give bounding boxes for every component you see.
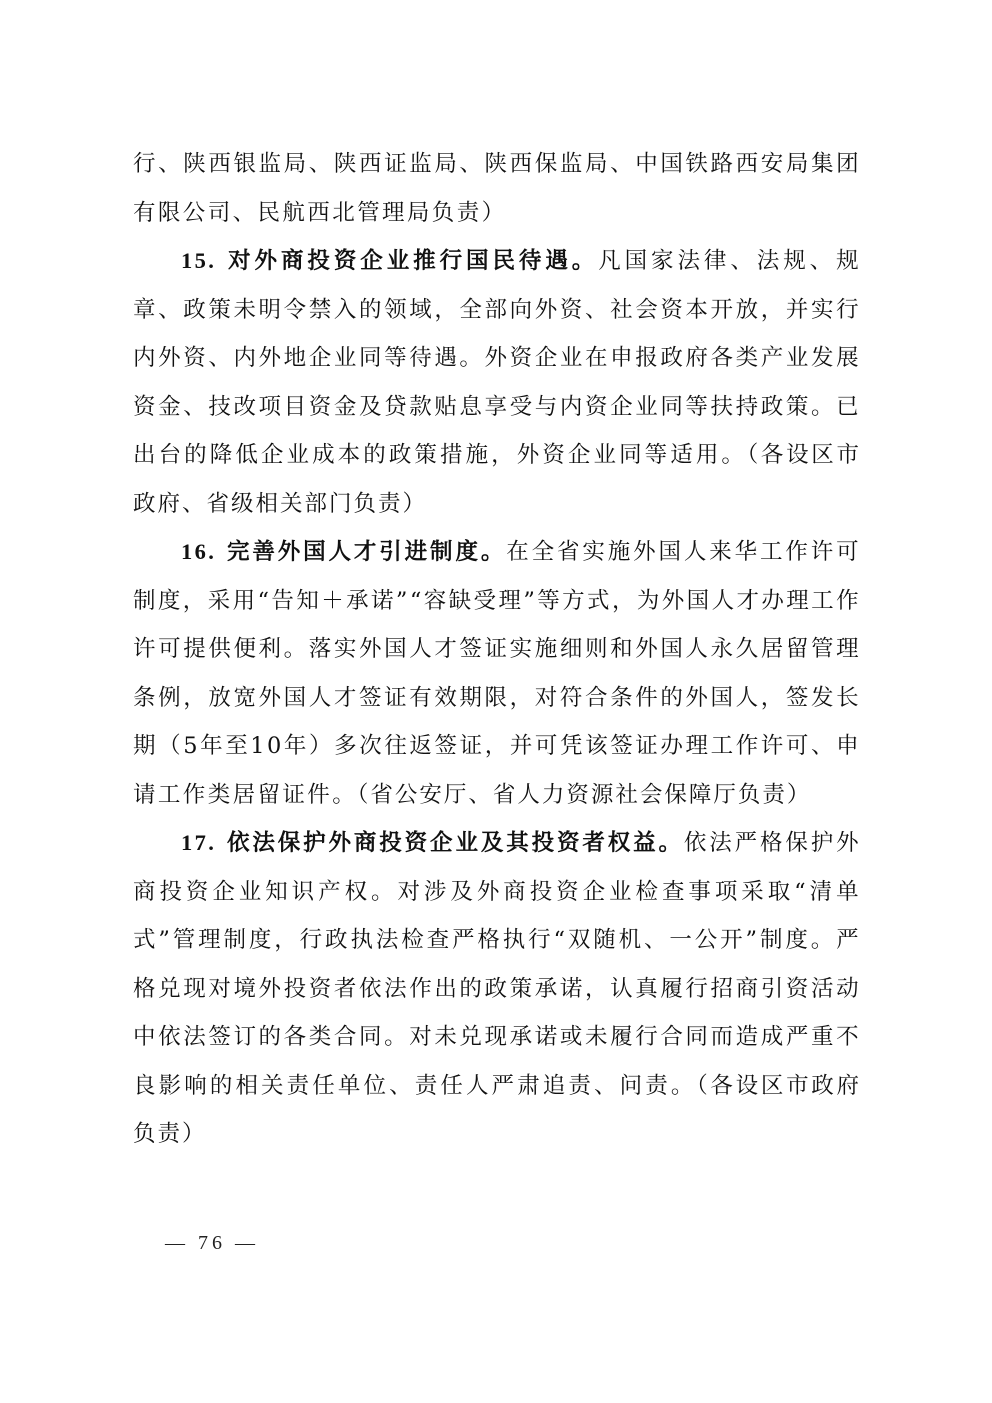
- paragraph-16: [133, 528, 861, 819]
- paragraph-body: 依法严格保护外商投资企业知识产权。对涉及外商投资企业检查事项采取“清单式”管理制度，行政执法检查严格执行“双随机、一公开”制度。严格兑现对境外投资者依法作出的政策承诺，认真履行招商引资活动中依法签订的各类合同。对未兑现承诺或未履行合同而造成严重不良影响的相关责任单位、责任人严肃追责、问责。: [133, 830, 862, 1099]
- paragraph-heading: [181, 539, 506, 565]
- paragraph-heading: [181, 830, 684, 856]
- paragraph-17: [133, 819, 861, 1159]
- paragraph-title: 对外商投资企业推行国民待遇。: [228, 248, 599, 274]
- paragraph-title: 依法保护外商投资企业及其投资者权益。: [227, 830, 684, 856]
- paragraph-body: 凡国家法律、法规、规章、政策未明令禁入的领域，全部向外资、社会资本开放，并实行内外资、内外地企业同等待遇。外资企业在申报政府各类产业发展资金、技改项目资金及贷款贴息享受与内资企业同等扶持政策。已出台的降低企业成本的政策措施，外资企业同等适用。: [133, 248, 861, 468]
- responsible-note: （各设区市政府、省级相关部门负责）: [133, 442, 861, 517]
- responsible-note: （各设区市政府负责）: [133, 1072, 861, 1147]
- paragraph-number: 17.: [181, 830, 217, 855]
- paragraph-heading: [181, 248, 598, 274]
- responsible-note: （省公安厅、省人力资源社会保障厅负责）: [357, 781, 812, 808]
- paragraph-body: 在全省实施外国人来华工作许可制度，采用“告知＋承诺”“容缺受理”等方式，为外国人才办理工作许可提供便利。落实外国人才签证实施细则和外国人永久居留管理条例，放宽外国人才签证有效期限，对符合条件的外国人，签发长期（5年至10年）多次往返签证，并可凭该签证办理工作许可、申请工作类居留证件。: [133, 539, 862, 808]
- paragraph-number: 16.: [181, 539, 217, 564]
- paragraph-title: 完善外国人才引进制度。: [227, 539, 507, 565]
- continued-paragraph: [133, 140, 861, 237]
- body-text: [133, 140, 861, 1159]
- paragraph-body: 行、陕西银监局、陕西证监局、陕西保监局、中国铁路西安局集团有限公司、民航西北管理局负责）: [133, 151, 861, 226]
- paragraph-15: [133, 237, 861, 528]
- paragraph-number: 15.: [181, 248, 217, 273]
- page-number: — 76 —: [165, 1232, 259, 1254]
